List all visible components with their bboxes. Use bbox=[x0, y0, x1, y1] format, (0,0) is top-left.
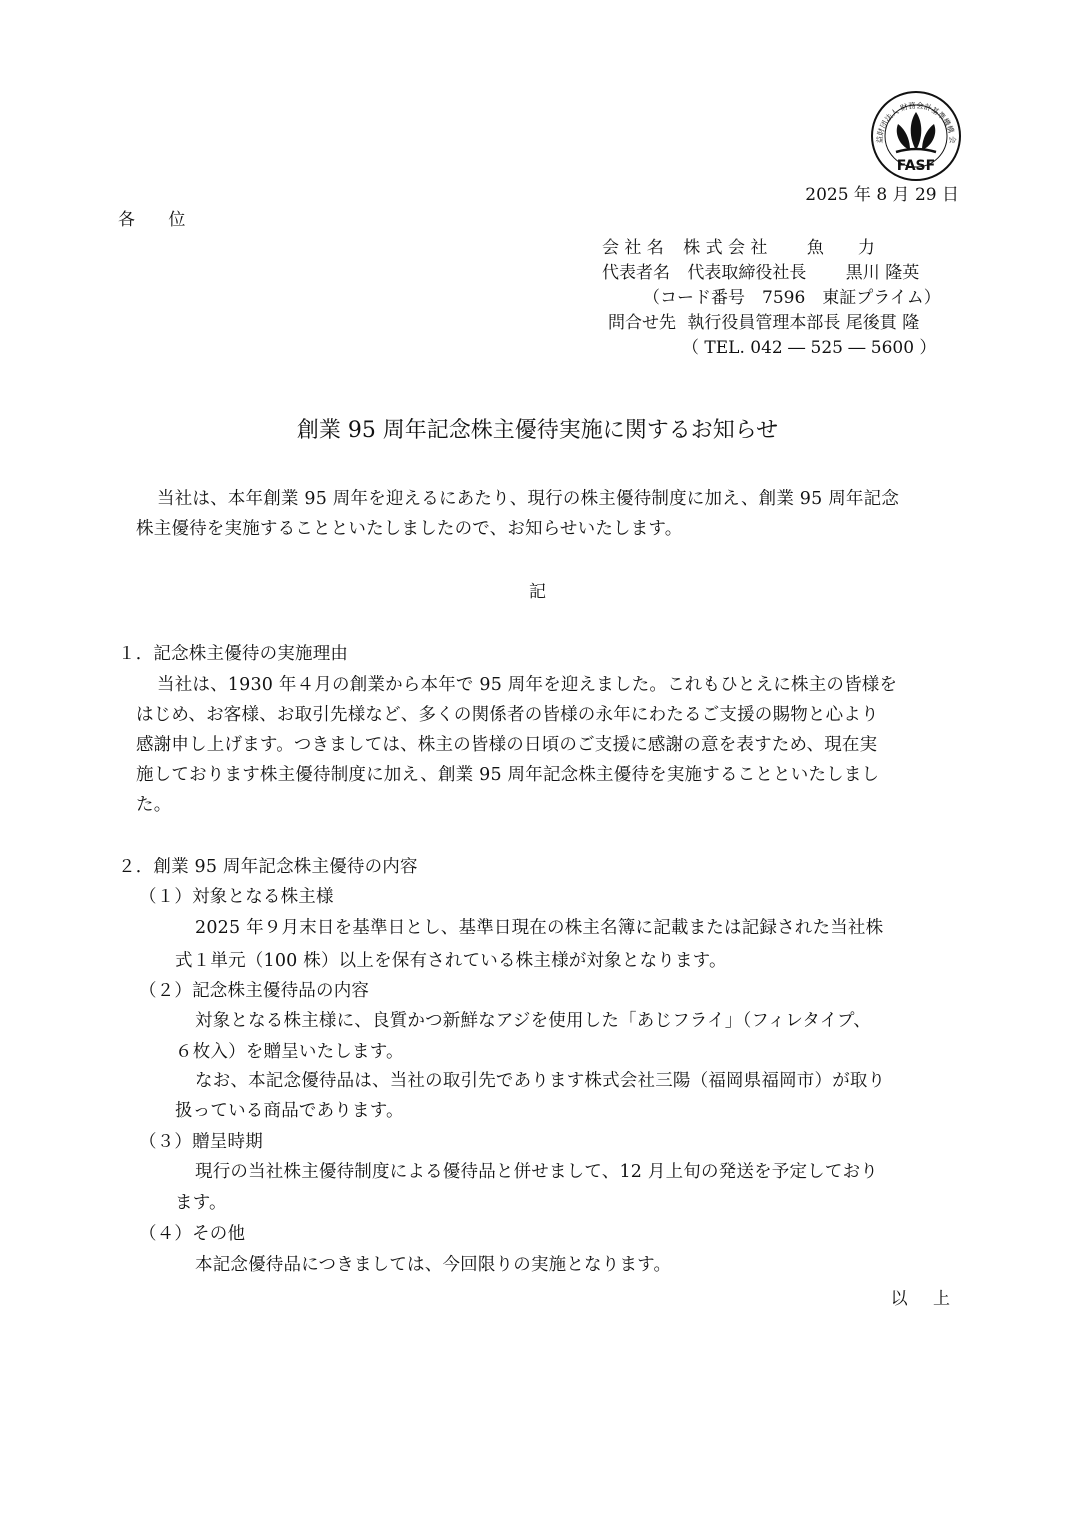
contact-value: 執行役員管理本部長 尾後貫 隆 bbox=[687, 313, 920, 333]
section2-sub2-line: 扱っている商品であります。 bbox=[175, 1101, 404, 1121]
contact-label: 問合せ先 bbox=[608, 313, 676, 333]
closing-mark: 以 上 bbox=[890, 1289, 960, 1309]
fasf-membership-seal-icon bbox=[870, 90, 962, 182]
section1-line: 施しております株主優待制度に加え、創業 95 周年記念株主優待を実施することといたしまし bbox=[136, 765, 880, 785]
seal-arc-text: 益財団法人 財務会計基準機構 会 bbox=[874, 100, 958, 144]
representative-label: 代表者名 bbox=[602, 263, 670, 283]
section2-sub4-heading: （４）その他 bbox=[139, 1224, 246, 1244]
document-title: 創業 95 周年記念株主優待実施に関するお知らせ bbox=[296, 418, 779, 443]
section1-line: はじめ、お客様、お取引先様など、多くの関係者の皆様の永年にわたるご支援の賜物と心より bbox=[136, 705, 879, 725]
section1-heading: １．記念株主優待の実施理由 bbox=[118, 644, 349, 664]
section2-heading: ２．創業 95 周年記念株主優待の内容 bbox=[118, 857, 418, 877]
addressee: 各 位 bbox=[118, 210, 200, 230]
intro-line: 株主優待を実施することといたしましたので、お知らせいたします。 bbox=[136, 519, 683, 539]
seal-logo-text: FASF bbox=[896, 158, 936, 174]
section2-sub4-line: 本記念優待品につきましては、今回限りの実施となります。 bbox=[195, 1255, 672, 1275]
section2-sub3-line: ます。 bbox=[175, 1193, 227, 1213]
company-name-row bbox=[602, 240, 875, 257]
fasf-membership-seal bbox=[870, 90, 962, 182]
ki-marker: 記 bbox=[529, 582, 546, 602]
document-date: 2025 年 8 月 29 日 bbox=[805, 185, 959, 205]
stock-code-line: （コード番号 7596 東証プライム） bbox=[643, 288, 941, 308]
section2-sub1-heading: （１）対象となる株主様 bbox=[139, 887, 334, 907]
section2-sub1-line: 2025 年９月末日を基準日とし、基準日現在の株主名簿に記載または記録された当社株 bbox=[195, 918, 884, 938]
intro-line: 当社は、本年創業 95 周年を迎えるにあたり、現行の株主優待制度に加え、創業 95 周年記念 bbox=[157, 489, 900, 509]
section1-line: 感謝申し上げます。つきましては、株主の皆様の日頃のご支援に感謝の意を表すため、現在実 bbox=[136, 735, 878, 755]
section2-sub1-line: 式１単元（100 株）以上を保有されている株主様が対象となります。 bbox=[175, 951, 727, 971]
telephone-line: （ TEL. 042 ― 525 ― 5600 ） bbox=[682, 338, 937, 358]
company-name-label: 会 社 名 bbox=[602, 238, 664, 258]
section1-line: た。 bbox=[136, 795, 172, 815]
representative-value: 代表取締役社長 黒川 隆英 bbox=[687, 263, 920, 283]
contact-row bbox=[608, 315, 919, 332]
section2-sub3-line: 現行の当社株主優待制度による優待品と併せまして、12 月上旬の発送を予定しており bbox=[195, 1162, 878, 1182]
section2-sub2-line: ６枚入）を贈呈いたします。 bbox=[175, 1042, 404, 1062]
section2-sub3-heading: （３）贈呈時期 bbox=[139, 1132, 263, 1152]
section1-line: 当社は、1930 年４月の創業から本年で 95 周年を迎えました。これもひとえに株主の皆様を bbox=[157, 675, 898, 695]
representative-row bbox=[602, 265, 919, 282]
section2-sub2-line: なお、本記念優待品は、当社の取引先であります株式会社三陽（福岡県福岡市）が取り bbox=[195, 1071, 886, 1091]
section2-sub2-heading: （２）記念株主優待品の内容 bbox=[139, 981, 370, 1001]
section2-sub2-line: 対象となる株主様に、良質かつ新鮮なアジを使用した「あじフライ」（フィレタイプ、 bbox=[195, 1011, 871, 1031]
company-name-value: 株 式 会 社 魚 力 bbox=[683, 238, 875, 258]
